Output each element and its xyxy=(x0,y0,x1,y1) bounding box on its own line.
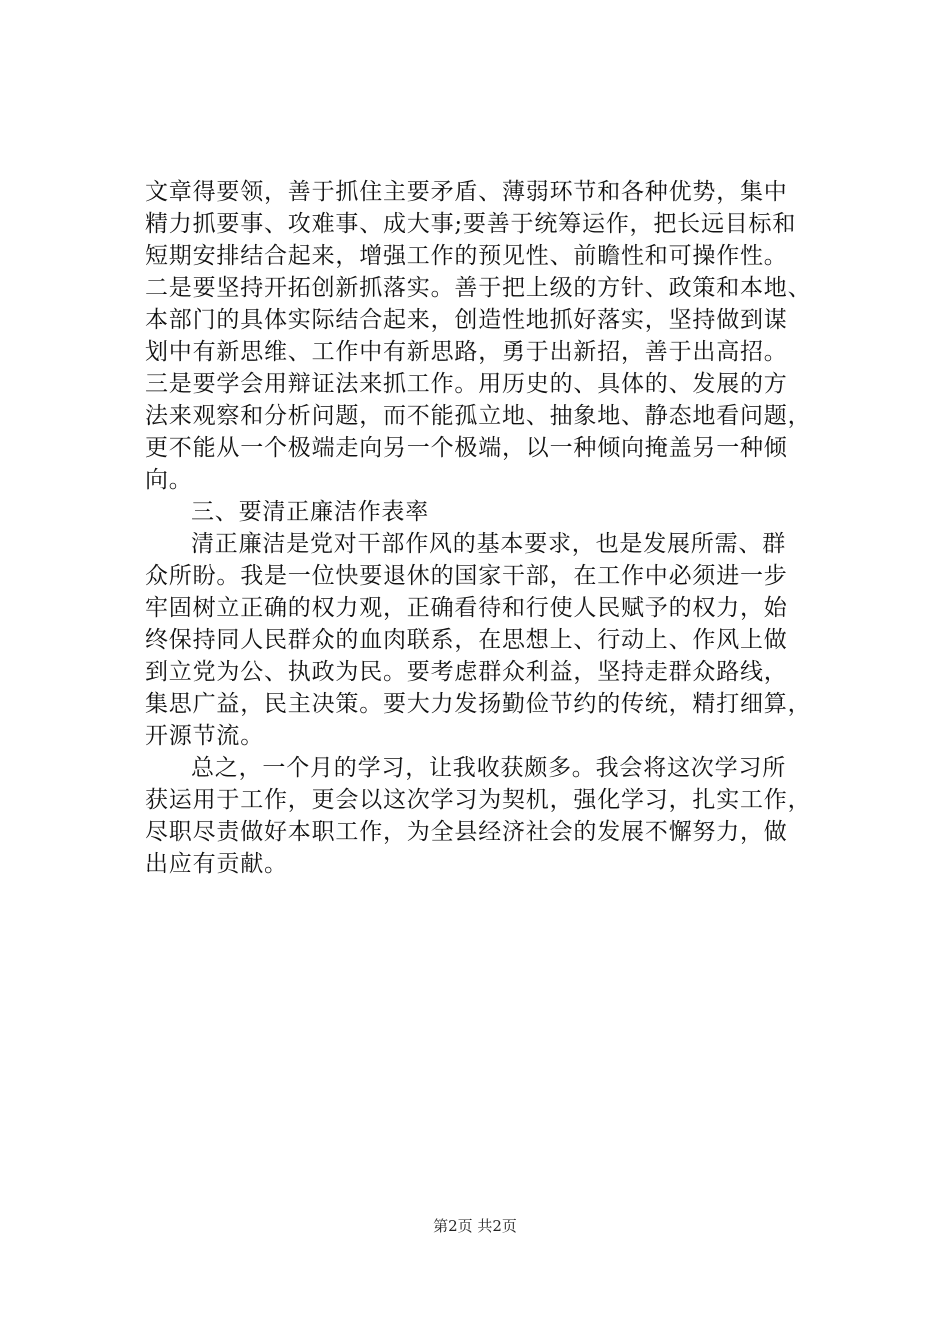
text-line: 三是要学会用辩证法来抓工作。用历史的、具体的、发展的方 xyxy=(145,371,788,397)
text-line: 短期安排结合起来，增强工作的预见性、前瞻性和可操作性。 xyxy=(145,243,788,269)
text-line: 尽职尽责做好本职工作，为全县经济社会的发展不懈努力，做 xyxy=(145,819,788,845)
page-number-footer: 第2页 共2页 xyxy=(433,1217,517,1235)
paragraph-start-line: 总之，一个月的学习，让我收获颇多。我会将这次学习所 xyxy=(191,755,786,781)
text-line: 精力抓要事、攻难事、成大事;要善于统筹运作，把长远目标和 xyxy=(145,211,797,237)
text-line: 更不能从一个极端走向另一个极端，以一种倾向掩盖另一种倾 xyxy=(145,435,788,461)
text-line: 法来观察和分析问题，而不能孤立地、抽象地、静态地看问题， xyxy=(145,403,812,429)
text-line: 众所盼。我是一位快要退休的国家干部，在工作中必须进一步 xyxy=(145,563,788,589)
document-body xyxy=(145,176,827,880)
text-line: 向。 xyxy=(145,467,193,493)
text-line: 划中有新思维、工作中有新思路，勇于出新招，善于出高招。 xyxy=(145,339,788,365)
text-line: 本部门的具体实际结合起来，创造性地抓好落实，坚持做到谋 xyxy=(145,307,788,333)
text-line: 获运用于工作，更会以这次学习为契机，强化学习，扎实工作， xyxy=(145,787,812,813)
text-line: 集思广益，民主决策。要大力发扬勤俭节约的传统，精打细算， xyxy=(145,691,812,717)
text-line: 文章得要领，善于抓住主要矛盾、薄弱环节和各种优势，集中 xyxy=(145,179,788,205)
text-line: 终保持同人民群众的血肉联系，在思想上、行动上、作风上做 xyxy=(145,627,788,653)
section-heading: 三、要清正廉洁作表率 xyxy=(191,499,429,525)
text-line: 牢固树立正确的权力观，正确看待和行使人民赋予的权力，始 xyxy=(145,595,788,621)
text-line: 二是要坚持开拓创新抓落实。善于把上级的方针、政策和本地、 xyxy=(145,275,812,301)
text-line: 开源节流。 xyxy=(145,723,264,749)
text-line: 到立党为公、执政为民。要考虑群众利益，坚持走群众路线， xyxy=(145,659,788,685)
paragraph-start-line: 清正廉洁是党对干部作风的基本要求，也是发展所需、群 xyxy=(191,531,786,557)
text-line: 出应有贡献。 xyxy=(145,851,288,877)
